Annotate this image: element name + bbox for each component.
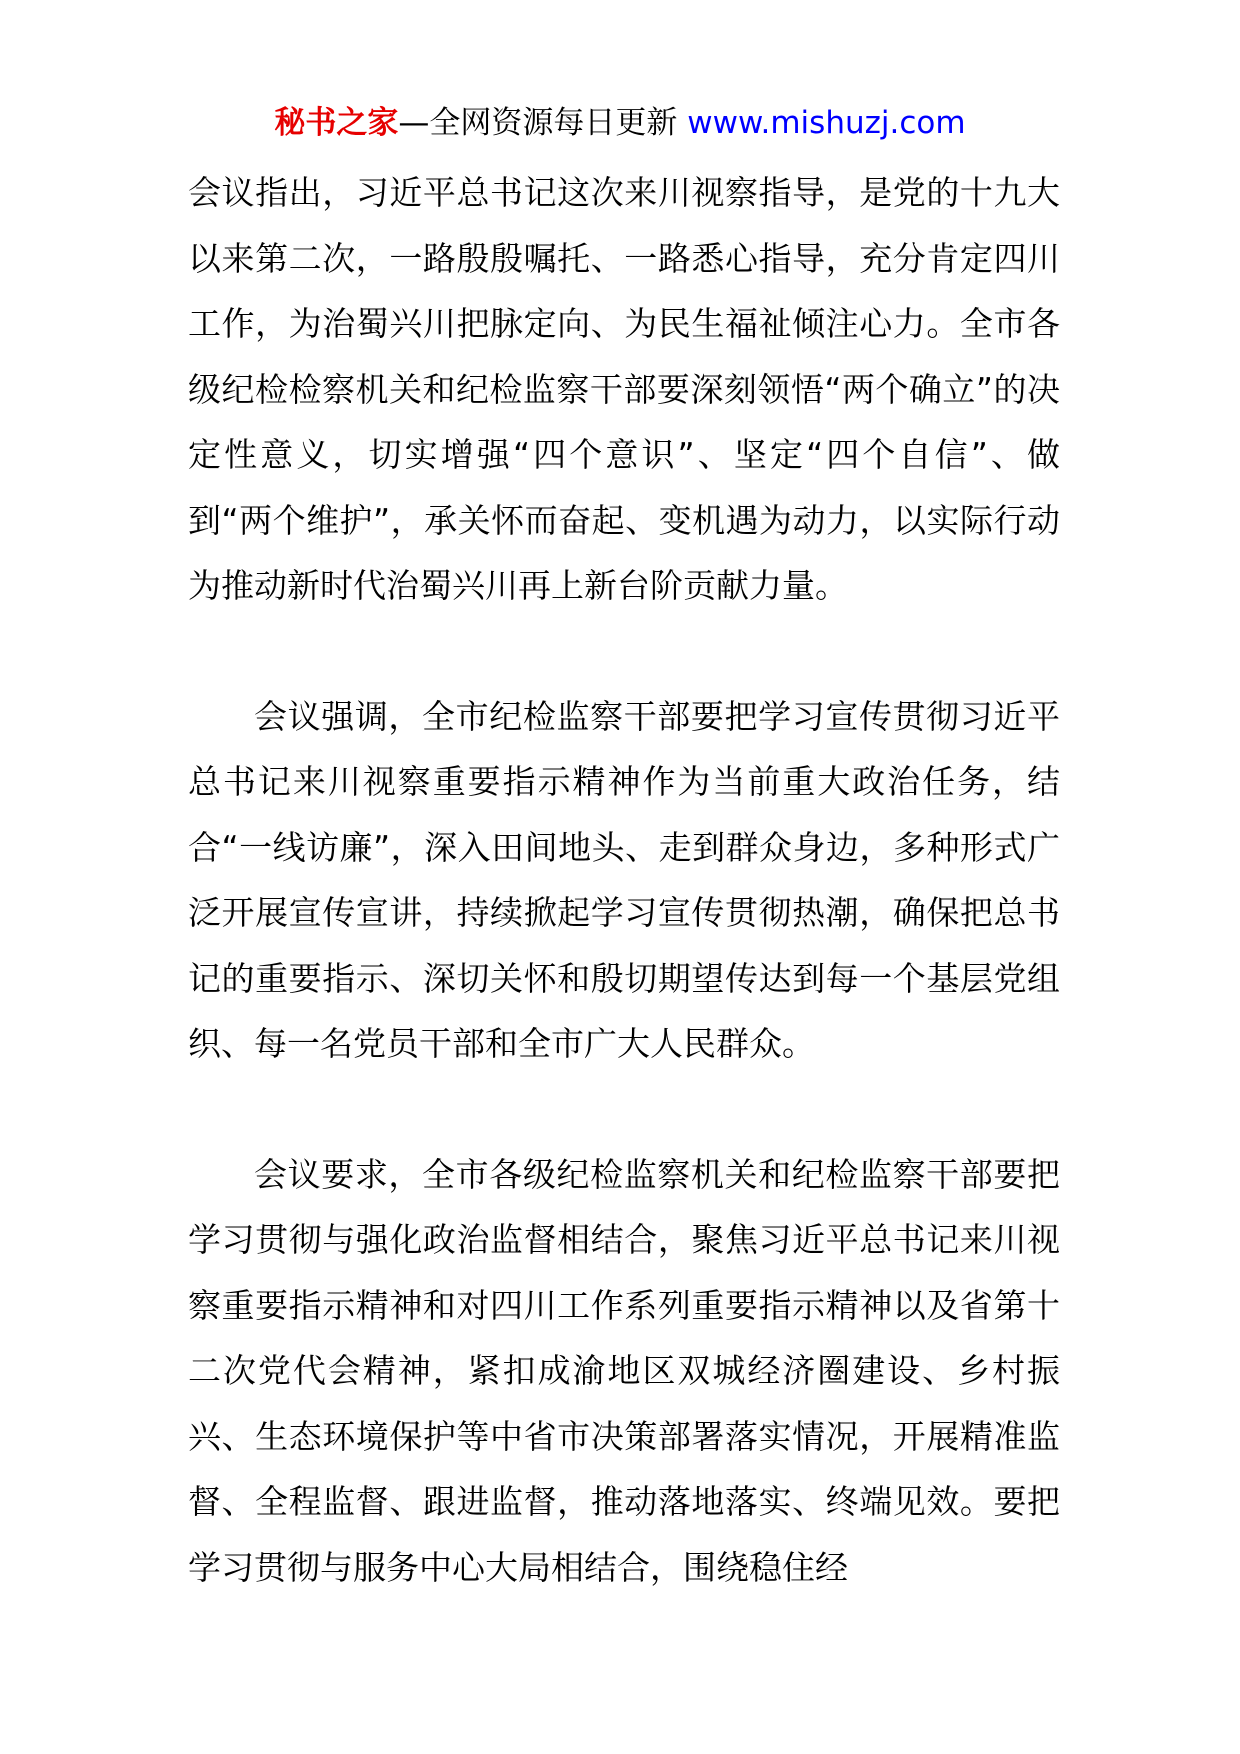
website-link[interactable]: www.mishuzj.com	[687, 105, 966, 141]
paragraph-2: 会议强调，全市纪检监察干部要把学习宣传贯彻习近平总书记来川视察重要指示精神作为当前重大政治任务，结合“一线访廉”，深入田间地头、走到群众身边，多种形式广泛开展宣传宣讲，持续掀起学习宣传贯彻热潮，确保把总书记的重要指示、深切关怀和殷切期望传达到每一个基层党组织、每一名党员干部和全市广大人民群众。	[188, 696, 1060, 1063]
paragraph-1: 会议指出，习近平总书记这次来川视察指导，是党的十九大以来第二次，一路殷殷嘱托、一路悉心指导，充分肯定四川工作，为治蜀兴川把脉定向、为民生福祉倾注心力。全市各级纪检检察机关和纪检监察干部要深刻领悟“两个确立”的决定性意义，切实增强“四个意识”、坚定“四个自信”、做到“两个维护”，承关怀而奋起、变机遇为动力，以实际行动为推动新时代治蜀兴川再上新台阶贡献力量。	[188, 173, 1060, 605]
header-tagline: —全网资源每日更新	[398, 105, 678, 141]
page-header	[0, 100, 1240, 146]
brand-name: 秘书之家	[274, 105, 399, 141]
paragraph-3: 会议要求，全市各级纪检监察机关和纪检监察干部要把学习贯彻与强化政治监督相结合，聚焦习近平总书记来川视察重要指示精神和对四川工作系列重要指示精神以及省第十二次党代会精神，紧扣成渝地区双城经济圈建设、乡村振兴、生态环境保护等中省市决策部署落实情况，开展精准监督、全程监督、跟进监督，推动落地落实、终端见效。要把学习贯彻与服务中心大局相结合，围绕稳住经	[188, 1154, 1060, 1587]
document-body	[188, 160, 1060, 1600]
